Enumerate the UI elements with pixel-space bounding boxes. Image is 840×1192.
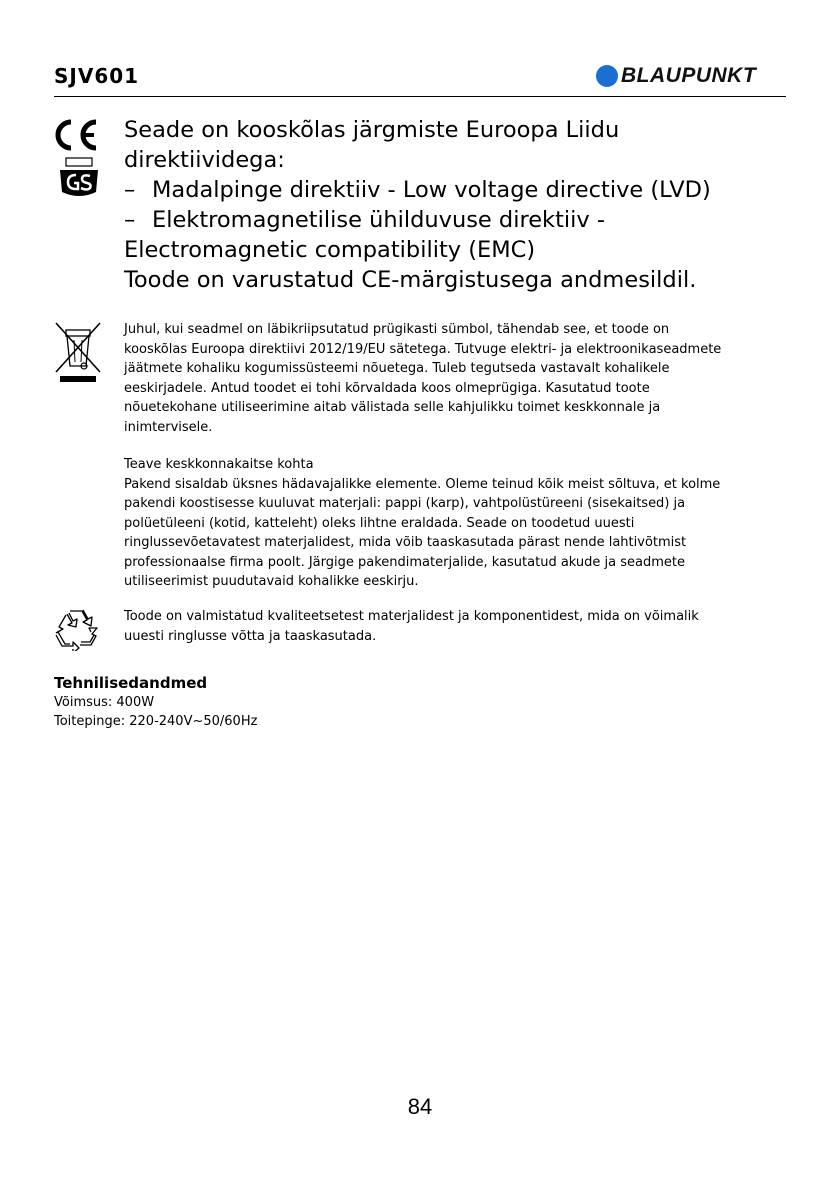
- recycle-icon: [53, 607, 99, 651]
- crossed-bin-icon: [53, 320, 103, 384]
- power-spec: Võimsus: 400W: [54, 695, 155, 710]
- text-line: jäätmete kohaliku kogumissüsteemi nõuetega. Tuleb tegutseda vastavalt kohalikele: [124, 361, 670, 376]
- text-line: nõuetekohane utiliseerimine aitab välistada selle kahjulikku toimet keskkonnale ja: [124, 400, 661, 415]
- compliance-line-1: Seade on kooskõlas järgmiste Euroopa Liidu: [124, 117, 620, 143]
- text-line: ringlussevõetavatest materjalidest, mida võib taaskasutada pärast nende lahtivõtmist: [124, 535, 687, 550]
- recycle-paragraph: [124, 607, 796, 646]
- page-number: 84: [407, 1094, 433, 1119]
- brand-dot-icon: [596, 65, 618, 87]
- model-number: SJV601: [54, 64, 140, 88]
- brand-name: BLAUPUNKT: [621, 64, 757, 87]
- text-line: pakendi koostisesse kuuluvat materjali: pappi (karp), vahtpolüstüreeni (sisekaitsed) ja: [124, 496, 686, 511]
- text-line: utiliseerimist puudutavaid kohalikke eeskirju.: [124, 574, 419, 589]
- technical-data-title: Tehnilisedandmed: [54, 674, 208, 692]
- text-line: professionaalse firma poolt. Järgige pakendimaterjalide, kasutatud akude ja seadmete: [124, 554, 686, 570]
- weee-paragraph: [124, 320, 796, 437]
- header-divider: [54, 96, 786, 97]
- compliance-line-2: direktiividega:: [124, 147, 285, 173]
- directive-lvd: [124, 175, 804, 205]
- brand-logo: [596, 64, 756, 88]
- compliance-statement: [124, 115, 804, 295]
- gs-mark-icon: [56, 156, 102, 200]
- voltage-spec: Toitepinge: 220-240V~50/60Hz: [54, 714, 258, 729]
- text-line: eeskirjadele. Antud toodet ei tohi kõrvaldada koos olmeprügiga. Kasutatud toote: [124, 380, 650, 396]
- ce-label-statement: Toode on varustatud CE-märgistusega andmesildil.: [124, 267, 697, 293]
- list-dash: –: [124, 177, 136, 203]
- environment-title: Teave keskkonnakaitse kohta: [124, 457, 314, 472]
- directive-lvd-text: Madalpinge direktiiv - Low voltage directive (LVD): [152, 177, 711, 203]
- directive-emc: [124, 205, 804, 235]
- text-line: Pakend sisaldab üksnes hädavajalikke elemente. Oleme teinud kõik meist sõltuva, et kolme: [124, 476, 721, 492]
- text-line: polüetüleeni (kotid, katteleht) oleks lihtne eraldada. Seade on toodetud uuesti: [124, 515, 635, 531]
- directive-emc-continued: Electromagnetic compatibility (EMC): [124, 237, 536, 263]
- text-line: inimtervisele.: [124, 419, 213, 435]
- list-dash: –: [124, 207, 136, 233]
- directive-emc-text: Elektromagnetilise ühilduvuse direktiiv -: [152, 207, 605, 233]
- text-line: Toode on valmistatud kvaliteetsetest materjalidest ja komponentidest, mida on võimalik: [124, 609, 699, 624]
- text-line: kooskõlas Euroopa direktiivi 2012/19/EU sätetega. Tutvuge elektri- ja elektroonikaseadmete: [124, 341, 722, 357]
- text-line: Juhul, kui seadmel on läbikriipsutatud prügikasti sümbol, tähendab see, et toode on: [124, 322, 670, 337]
- environment-section: [124, 455, 796, 592]
- ce-mark-icon: [52, 118, 102, 152]
- text-line: uuesti ringlusse võtta ja taaskasutada.: [124, 628, 377, 644]
